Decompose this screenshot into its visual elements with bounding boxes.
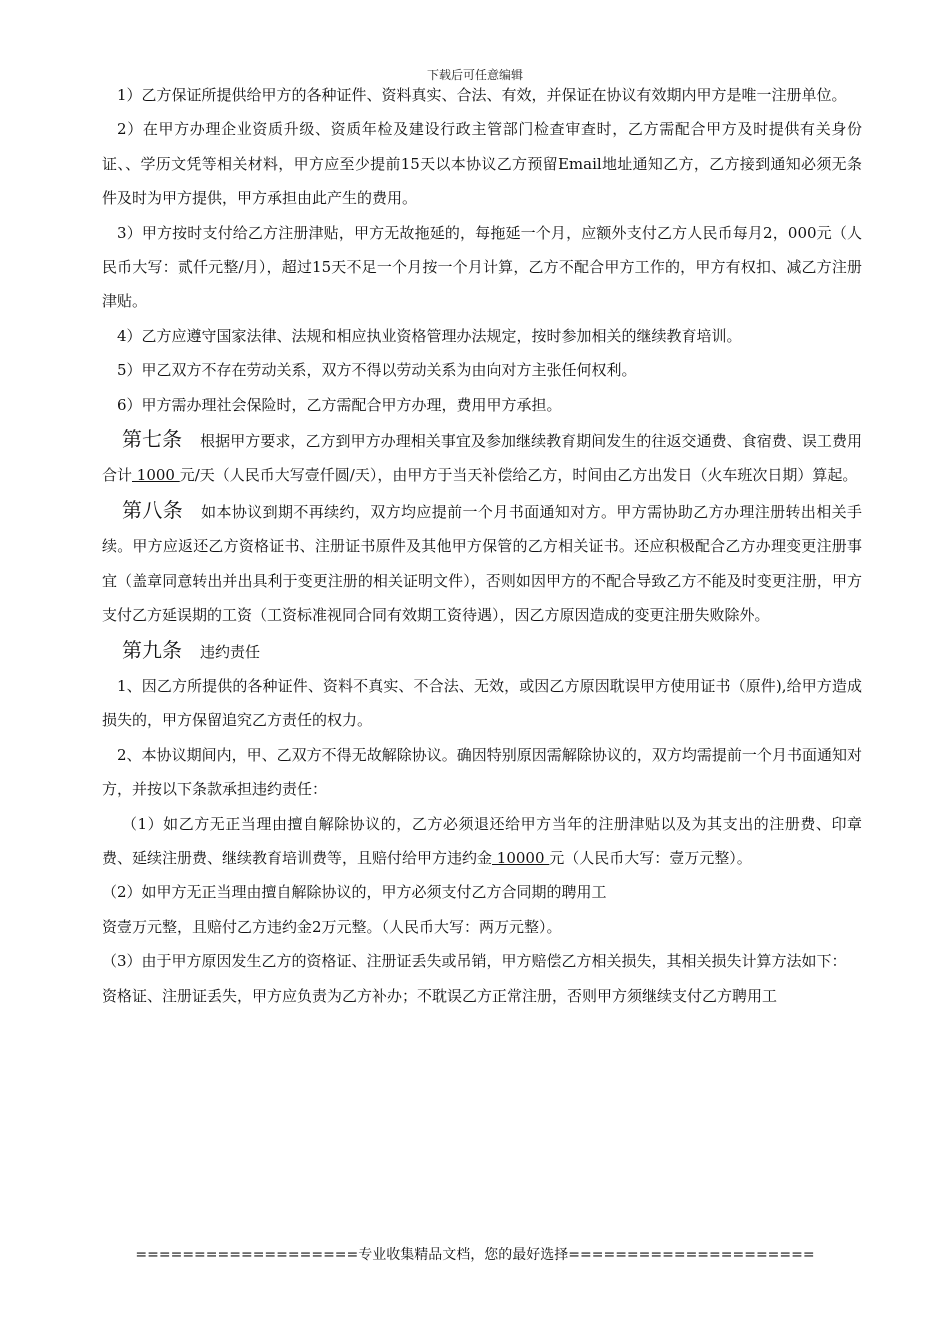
article-9-clause-1: 1、因乙方所提供的各种证件、资料不真实、不合法、无效，或因乙方原因耽误甲方使用证书（原件),给甲方造成损失的，甲方保留追究乙方责任的权力。 — [102, 676, 862, 730]
article-9-sub-1-amount: 10000 — [492, 848, 550, 867]
article-9-sub-1 — [102, 807, 862, 876]
clause-item-6: 6）甲方需办理社会保险时，乙方需配合甲方办理，费用甲方承担。 — [117, 395, 562, 414]
page-footer: ===================专业收集精品文档，您的最好选择===================== — [135, 1247, 815, 1263]
clause-item-5: 5）甲乙双方不存在劳动关系，双方不得以劳动关系为由向对方主张任何权利。 — [117, 361, 637, 380]
clause-item-3: 3）甲方按时支付给乙方注册津贴，甲方无故拖延的，每拖延一个月，应额外支付乙方人民币每月2，000元（人民币大写：贰仟元整/月），超过15天不足一个月按一个月计算，乙方不配合甲方工作的，甲方有权扣、减乙方注册津贴。 — [102, 223, 862, 311]
article-9-sub-2-line-1: （2）如甲方无正当理由擅自解除协议的，甲方必须支付乙方合同期的聘用工 — [102, 883, 607, 902]
article-9-sub-1-text-a: （1）如乙方无正当理由擅自解除协议的，乙方必须退还给甲方当年的注册津贴以及为其支出的注册费、印章费、延续注册费、继续教育培训费等，且赔付给甲方违约金 — [102, 814, 862, 867]
article-7-text-a: 根据甲方要求，乙方到甲方办理相关事宜及参加继续教育期间发生的往返交通费、食宿费、误工费用合计 — [102, 432, 863, 485]
clause-item-4: 4）乙方应遵守国家法律、法规和相应执业资格管理办法规定，按时参加相关的继续教育培训。 — [117, 326, 742, 345]
clause-item-1: 1）乙方保证所提供给甲方的各种证件、资料真实、合法、有效，并保证在协议有效期内甲方是唯一注册单位。 — [117, 86, 847, 104]
article-9-sub-2-line-2: 资壹万元整，且赔付乙方违约金2万元整。（人民币大写：两万元整）。 — [102, 917, 562, 936]
page-header: 下载后可任意编辑 — [426, 68, 523, 82]
article-7 — [102, 422, 862, 493]
article-9 — [102, 633, 862, 669]
article-7-text-b: 元/天（人民币大写壹仟圆/天），由甲方于当天补偿给乙方，时间由乙方出发日（火车班次日期）算起。 — [179, 466, 858, 485]
article-7-amount: 1000 — [132, 466, 180, 485]
article-9-sub-1-text-b: 元（人民币大写：壹万元整）。 — [549, 848, 752, 867]
article-8-title: 第八条 — [122, 497, 184, 522]
article-9-subtitle: 违约责任 — [200, 642, 261, 661]
article-8-text: 如本协议到期不再续约，双方均应提前一个月书面通知对方。甲方需协助乙方办理注册转出相关手续。甲方应返还乙方资格证书、注册证书原件及其他甲方保管的乙方相关证书。还应积极配合乙方办理变更注册事宜（盖章同意转出并出具利于变更注册的相关证明文件），否则如因甲方的不配合导致乙方不能及时变更注册，甲方支付乙方延误期的工资（工资标准视同合同有效期工资待遇），因乙方原因造成的变更注册失败除外。 — [102, 502, 862, 625]
article-7-title: 第七条 — [122, 427, 183, 452]
article-9-sub-3-detail: 资格证、注册证丢失，甲方应负责为乙方补办；不耽误乙方正常注册，否则甲方须继续支付乙方聘用工 — [102, 986, 778, 1005]
document-body — [102, 78, 862, 1013]
article-8 — [102, 493, 862, 633]
article-9-clause-2: 2、本协议期间内，甲、乙双方不得无故解除协议。确因特别原因需解除协议的，双方均需提前一个月书面通知对方，并按以下条款承担违约责任： — [102, 745, 862, 799]
article-9-sub-3: （3）由于甲方原因发生乙方的资格证、注册证丢失或吊销，甲方赔偿乙方相关损失，其相关损失计算方法如下： — [102, 952, 847, 971]
article-9-title: 第九条 — [122, 637, 182, 662]
clause-item-2: 2）在甲方办理企业资质升级、资质年检及建设行政主管部门检查审查时，乙方需配合甲方及时提供有关身份证、、学历文凭等相关材料，甲方应至少提前15天以本协议乙方预留Email地址通知乙方，乙方接到通知必须无条件及时为甲方提供，甲方承担由此产生的费用。 — [102, 120, 862, 208]
